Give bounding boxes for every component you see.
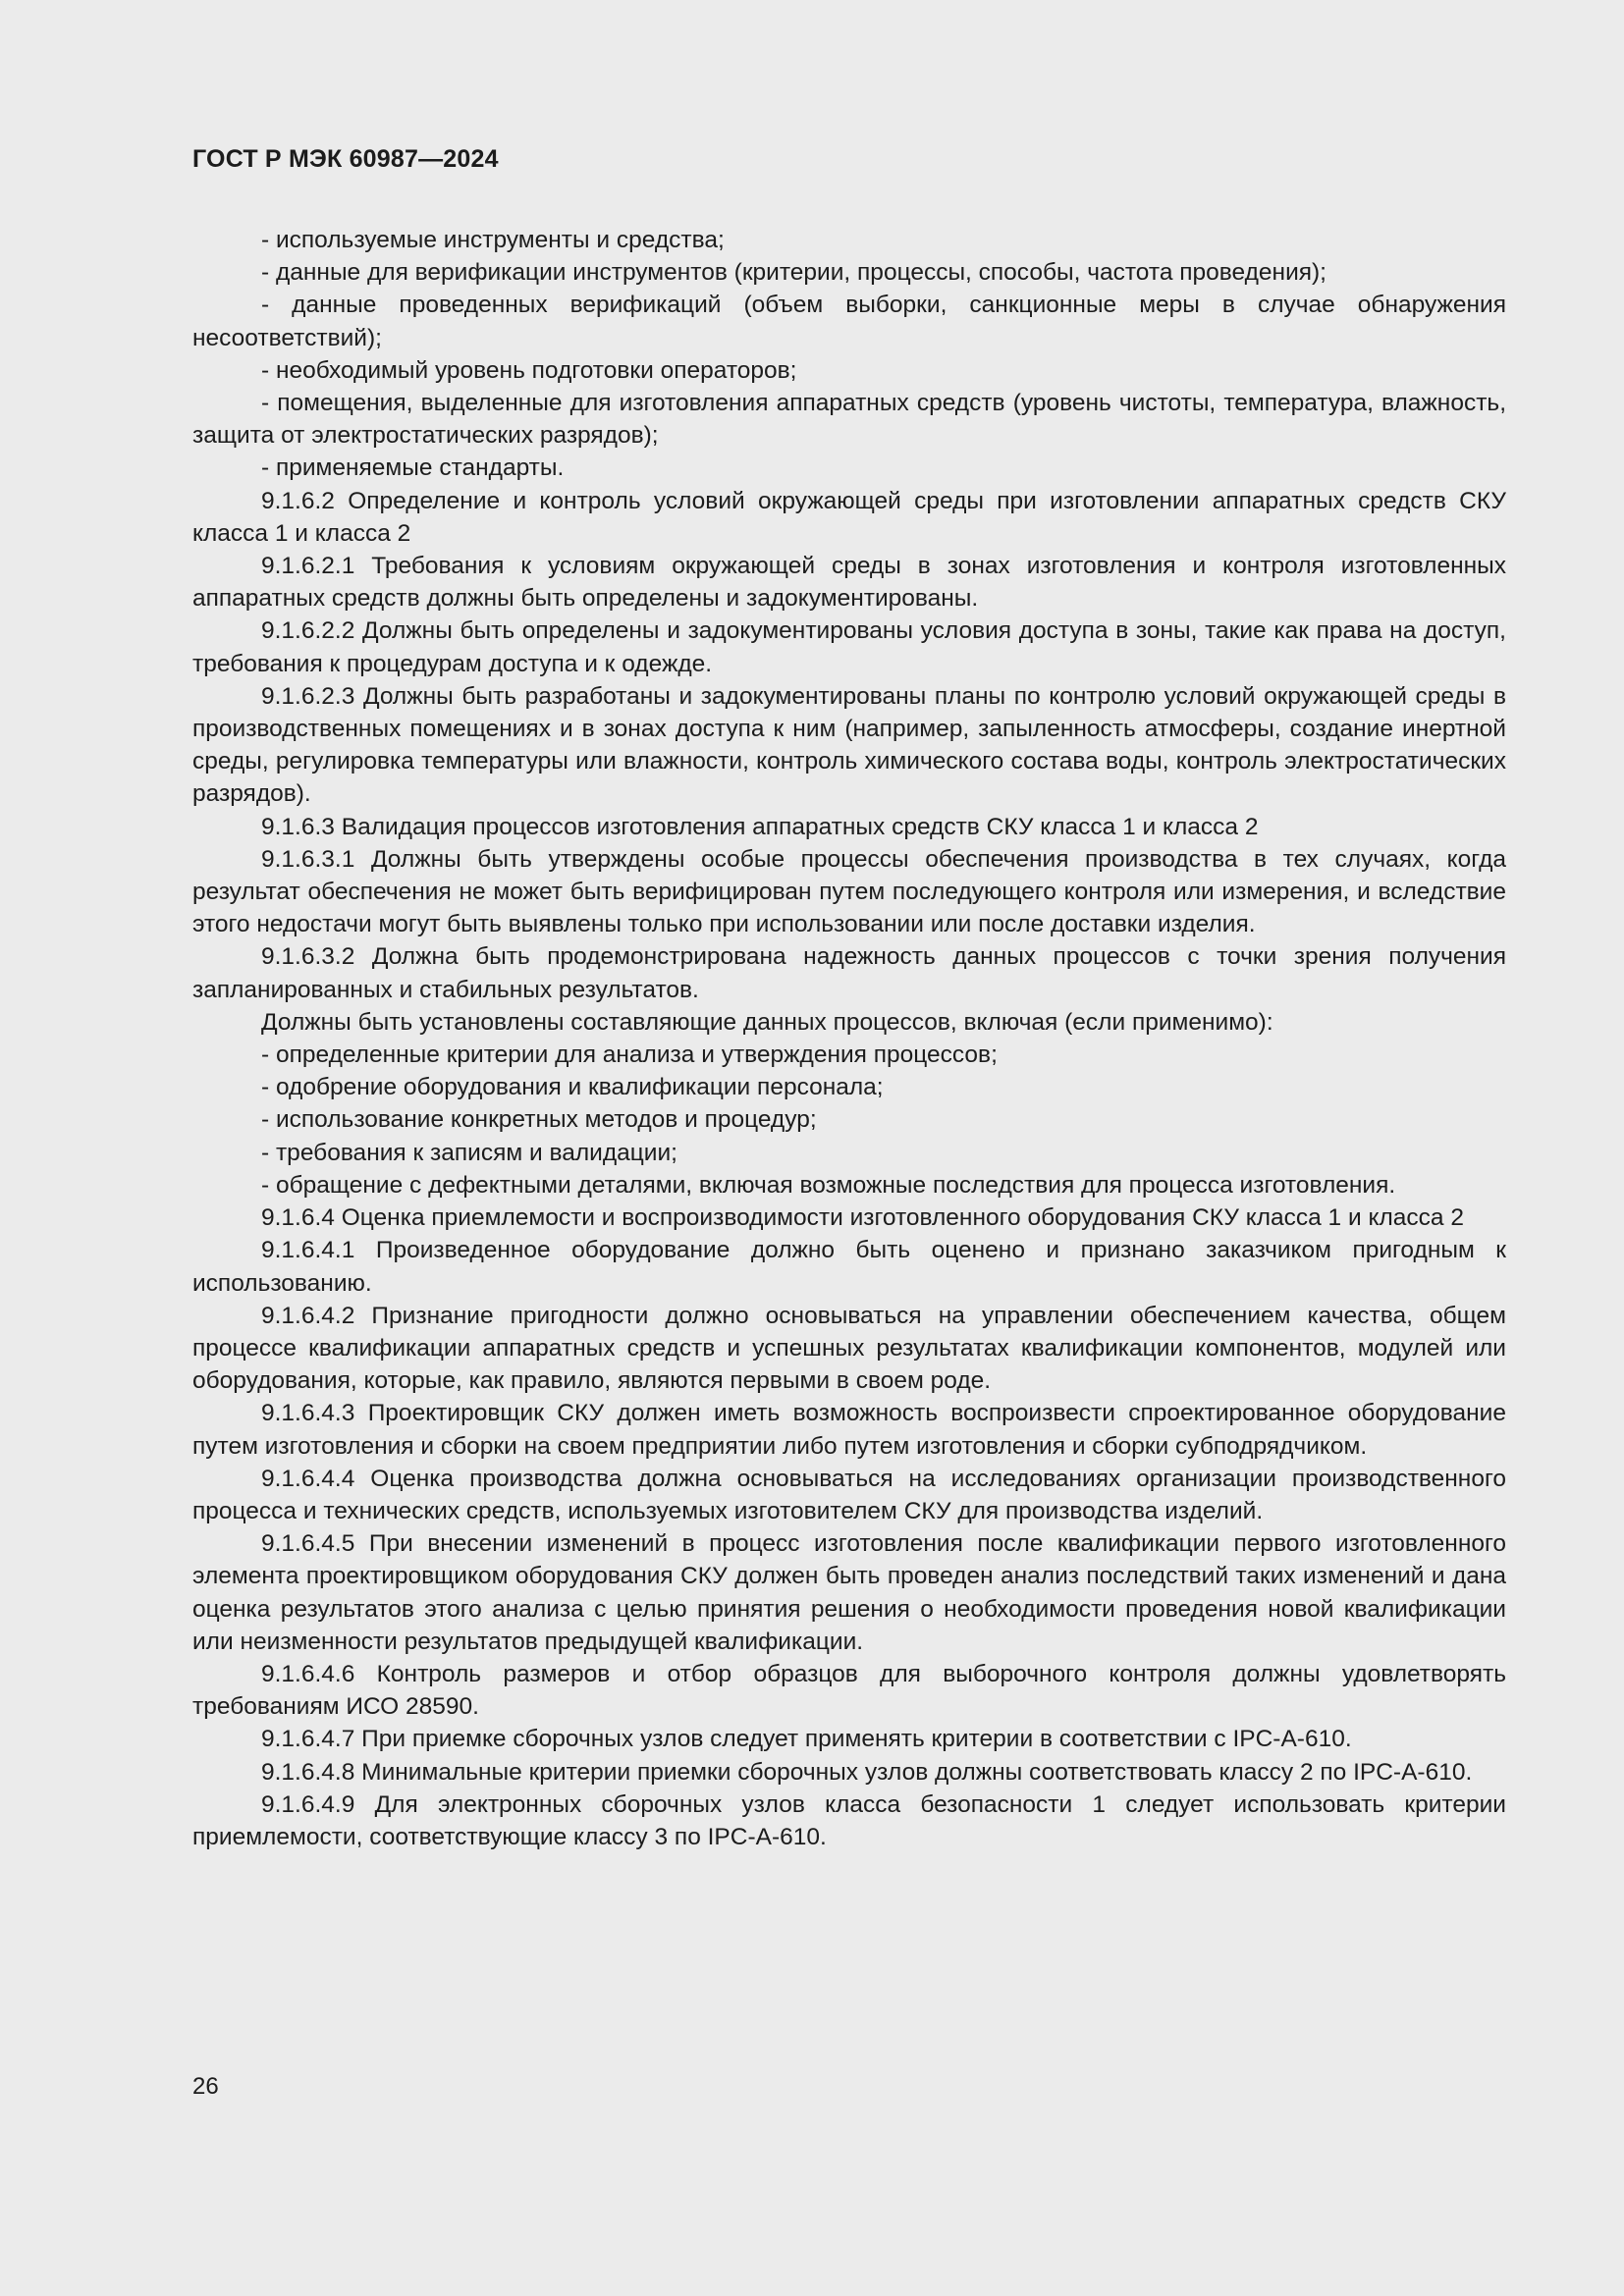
paragraph: 9.1.6.4.1 Произведенное оборудование должно быть оценено и признано заказчиком пригодным к использованию. [192, 1237, 1506, 1297]
paragraph: - данные для верификации инструментов (критерии, процессы, способы, частота проведения); [261, 259, 1326, 287]
section-heading: 9.1.6.4 Оценка приемлемости и воспроизводимости изготовленного оборудования СКУ класса 1 и класса 2 [261, 1204, 1464, 1232]
paragraph: - данные проведенных верификаций (объем выборки, санкционные меры в случае обнаружения несоответствий); [192, 292, 1506, 351]
paragraph: - определенные критерии для анализа и утверждения процессов; [261, 1041, 998, 1069]
paragraph: 9.1.6.4.5 При внесении изменений в процесс изготовления после квалификации первого изготовленного элемента проектировщиком оборудования СКУ должен быть проведен анализ последствий таких изменений и дана оценка результатов этого анализа с целью принятия решения о необходимости проведения новой квалификации или неизменности результатов предыдущей квалификации. [192, 1530, 1506, 1655]
paragraph: - одобрение оборудования и квалификации персонала; [261, 1074, 884, 1101]
paragraph: 9.1.6.3.1 Должны быть утверждены особые процессы обеспечения производства в тех случаях, когда результат обеспечения не может быть верифицирован путем последующего контроля или измерения, и вследствие этого недостачи могут быть выявлены только при использовании или после доставки изделия. [192, 845, 1506, 938]
paragraph: 9.1.6.3.2 Должна быть продемонстрирована надежность данных процессов с точки зрения получения запланированных и стабильных результатов. [192, 943, 1506, 1003]
paragraph: 9.1.6.2.1 Требования к условиям окружающей среды в зонах изготовления и контроля изготовленных аппаратных средств должны быть определены и задокументированы. [192, 553, 1506, 613]
paragraph: - требования к записям и валидации; [261, 1139, 677, 1166]
paragraph: - используемые инструменты и средства; [261, 227, 725, 253]
paragraph: 9.1.6.4.7 При приемке сборочных узлов следует применять критерии в соответствии с IPC-A-610. [261, 1726, 1352, 1753]
section-heading: 9.1.6.2 Определение и контроль условий окружающей среды при изготовлении аппаратных средств СКУ класса 1 и класса 2 [192, 487, 1506, 547]
paragraph: 9.1.6.4.6 Контроль размеров и отбор образцов для выборочного контроля должны удовлетворять требованиям ИСО 28590. [192, 1660, 1506, 1721]
paragraph: - применяемые стандарты. [261, 454, 565, 482]
paragraph: Должны быть установлены составляющие данных процессов, включая (если применимо): [261, 1008, 1273, 1036]
page-number: 26 [192, 2073, 219, 2100]
paragraph: 9.1.6.4.4 Оценка производства должна основываться на исследованиях организации производственного процесса и технических средств, используемых изготовителем СКУ для производства изделий. [192, 1465, 1506, 1524]
paragraph: 9.1.6.4.9 Для электронных сборочных узлов класса безопасности 1 следует использовать критерии приемлемости, соответствующие классу 3 по IPC-A-610. [192, 1790, 1506, 1850]
paragraph: - помещения, выделенные для изготовления аппаратных средств (уровень чистоты, температура, влажность, защита от электростатических разрядов); [192, 390, 1506, 450]
paragraph: 9.1.6.4.8 Минимальные критерии приемки сборочных узлов должны соответствовать классу 2 по IPC-A-610. [261, 1758, 1473, 1786]
document-body [192, 224, 1506, 1853]
paragraph: 9.1.6.4.2 Признание пригодности должно основываться на управлении обеспечением качества, общем процессе квалификации аппаратных средств и успешных результатах квалификации компонентов, модулей или оборудования, которые, как правило, являются первыми в своем роде. [192, 1302, 1506, 1395]
paragraph: - использование конкретных методов и процедур; [261, 1106, 817, 1134]
paragraph: 9.1.6.2.3 Должны быть разработаны и задокументированы планы по контролю условий окружающей среды в производственных помещениях и в зонах доступа к ним (например, запыленность атмосферы, создание инертной среды, регулировка температуры или влажности, контроль химического состава воды, контроль электростатических разрядов). [192, 682, 1506, 808]
document-header: ГОСТ Р МЭК 60987—2024 [192, 145, 499, 173]
paragraph: - обращение с дефектными деталями, включая возможные последствия для процесса изготовления. [261, 1171, 1396, 1199]
paragraph: - необходимый уровень подготовки операторов; [261, 356, 797, 384]
paragraph: 9.1.6.4.3 Проектировщик СКУ должен иметь возможность воспроизвести спроектированное оборудование путем изготовления и сборки на своем предприятии либо путем изготовления и сборки субподрядчиком. [192, 1400, 1506, 1460]
section-heading: 9.1.6.3 Валидация процессов изготовления аппаратных средств СКУ класса 1 и класса 2 [261, 813, 1259, 840]
paragraph: 9.1.6.2.2 Должны быть определены и задокументированы условия доступа в зоны, такие как права на доступ, требования к процедурам доступа и к одежде. [192, 617, 1506, 677]
